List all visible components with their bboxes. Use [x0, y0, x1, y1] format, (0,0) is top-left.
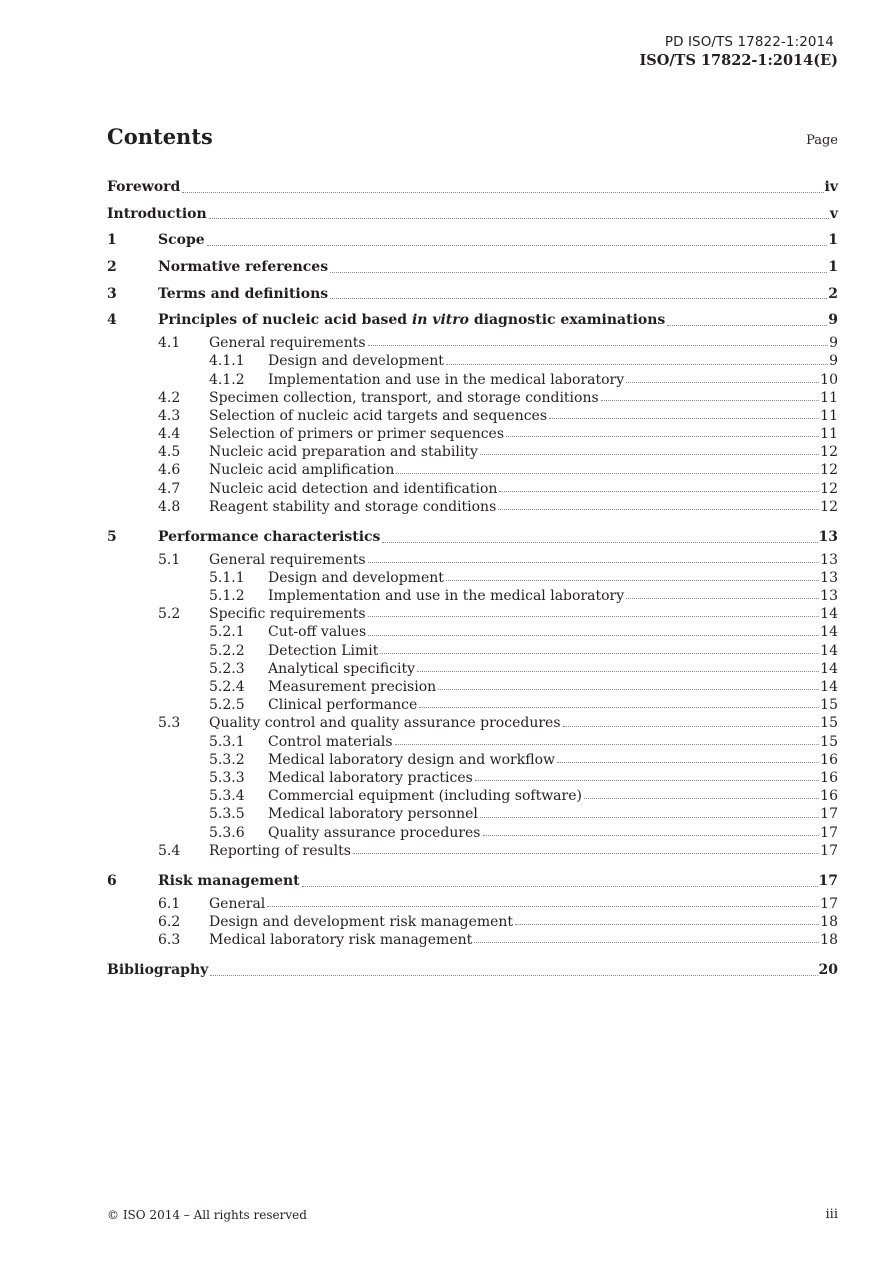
toc-entry[interactable]: [107, 461, 838, 479]
toc-entry-leader-line: [268, 660, 838, 678]
dot-leader: [330, 281, 827, 300]
toc-entry-page: 15: [820, 697, 838, 714]
toc-entry-leader-line: [107, 174, 838, 201]
toc-entry-number: 5.2.2: [209, 642, 245, 659]
toc-entry-leader-line: [209, 605, 838, 623]
toc-entry-number: 4.7: [158, 480, 181, 497]
toc-entry-page: 16: [820, 788, 838, 805]
toc-entry-leader-line: [268, 678, 838, 696]
toc-entry-number: 1: [107, 232, 117, 249]
toc-entry-title: [158, 254, 329, 281]
toc-entry-page: 15: [820, 715, 838, 732]
dot-leader: [380, 642, 819, 654]
toc-entry-title: [268, 733, 394, 751]
dot-leader: [498, 498, 819, 510]
dot-leader: [330, 254, 827, 273]
toc-entry-page: 14: [820, 679, 838, 695]
toc-entry[interactable]: [107, 389, 838, 407]
toc-entry-title-text: Foreword: [107, 179, 181, 195]
toc-entry[interactable]: [107, 769, 838, 787]
toc-entry[interactable]: [107, 696, 838, 714]
toc-entry[interactable]: [107, 498, 838, 516]
toc-entry-title: [268, 805, 479, 823]
toc-entry-title-text: General requirements: [209, 551, 366, 568]
toc-entry-leader-line: [268, 787, 838, 805]
toc-entry[interactable]: [107, 551, 838, 569]
toc-entry-number: 5.1.2: [209, 588, 245, 605]
toc-entry-title: [209, 334, 367, 352]
toc-entry-number: 5.2.3: [209, 660, 245, 677]
toc-entry-leader-line: [268, 805, 838, 823]
toc-entry-page: 14: [820, 660, 838, 677]
toc-entry-page: 17: [820, 806, 838, 823]
toc-entry[interactable]: [107, 913, 838, 931]
toc-entry-number: 5.1.1: [209, 569, 245, 586]
toc-entry-title: [107, 174, 181, 201]
dot-leader: [209, 201, 829, 220]
toc-entry[interactable]: [107, 751, 838, 769]
toc-entry-leader-line: [209, 913, 838, 931]
header-standard-id: ISO/TS 17822-1:2014(E): [639, 52, 838, 69]
dot-leader: [499, 480, 819, 492]
dot-leader: [506, 425, 819, 437]
toc-entry-title: [209, 931, 473, 949]
dot-leader: [584, 787, 819, 799]
toc-entry-leader-line: [158, 254, 838, 281]
dot-leader: [474, 931, 819, 943]
toc-entry-leader-line: [268, 751, 838, 769]
toc-entry-page: 1: [828, 232, 838, 249]
toc-entry-title: [209, 605, 367, 623]
toc-entry-title: [209, 407, 548, 425]
page-number: iii: [825, 1207, 838, 1222]
toc-entry-leader-line: [158, 307, 838, 334]
dot-leader: [446, 569, 819, 581]
dot-leader: [438, 678, 819, 690]
toc-entry-title: [268, 623, 367, 641]
toc-entry-number: 3: [107, 285, 117, 302]
dot-leader: [368, 334, 829, 346]
toc-entry-leader-line: [209, 443, 838, 461]
dot-leader: [302, 868, 818, 887]
toc-entry-leader-line: [209, 334, 838, 352]
toc-entry[interactable]: [107, 443, 838, 461]
toc-entry-page: 15: [820, 733, 838, 750]
toc-entry-title: [268, 569, 445, 587]
dot-leader: [483, 824, 820, 836]
dot-leader: [480, 805, 819, 817]
toc-entry[interactable]: [107, 307, 838, 334]
toc-entry-page: 9: [829, 335, 838, 352]
toc-entry-number: 4: [107, 312, 117, 329]
toc-entry-number: 4.1.1: [209, 353, 245, 370]
toc-entry-number: 4.8: [158, 498, 181, 515]
toc-entry-title: [209, 498, 497, 516]
toc-entry-page: 17: [820, 824, 838, 841]
toc-entry-number: 5.2.4: [209, 679, 245, 695]
toc-entry-page: 18: [820, 931, 838, 948]
dot-leader: [515, 913, 819, 925]
toc-entry-leader-line: [268, 642, 838, 660]
toc-entry-title-text: Nucleic acid detection and identification: [209, 480, 498, 497]
toc-entry-number: 5.3.4: [209, 788, 245, 805]
toc-entry-title-text: Normative references: [158, 259, 329, 276]
toc-entry-page: 10: [820, 371, 838, 388]
toc-entry-leader-line: [209, 389, 838, 407]
toc-entry-title-text: Terms and definitions: [158, 285, 329, 302]
toc-entry[interactable]: [107, 587, 838, 605]
toc-entry-title-text: Detection Limit: [268, 642, 379, 659]
toc-entry-leader-line: [209, 551, 838, 569]
toc-entry[interactable]: [107, 352, 838, 370]
toc-entry[interactable]: [107, 660, 838, 678]
page-column-label: Page: [806, 133, 838, 148]
toc-entry[interactable]: [107, 642, 838, 660]
dot-leader: [549, 407, 819, 419]
toc-entry-title-text: Nucleic acid amplification: [209, 462, 395, 479]
dot-leader: [353, 842, 819, 854]
toc-entry-number: 5.3.6: [209, 824, 245, 841]
toc-entry-page: 2: [828, 285, 838, 302]
toc-entry-title: [268, 660, 416, 678]
toc-entry-page: 11: [820, 426, 838, 443]
toc-entry-leader-line: [209, 425, 838, 443]
dot-leader: [626, 587, 819, 599]
toc-entry-title-text: Performance characteristics: [158, 529, 381, 545]
toc-entry[interactable]: [107, 931, 838, 949]
toc-entry[interactable]: [107, 334, 838, 352]
toc-entry-title-text: General: [209, 895, 266, 912]
toc-entry-leader-line: [209, 498, 838, 516]
toc-entry-title: [268, 352, 445, 370]
toc-entry-page: 20: [818, 962, 838, 979]
toc-entry-leader-line: [158, 524, 838, 551]
toc-entry-number: 5.3: [158, 715, 181, 732]
toc-entry[interactable]: [107, 605, 838, 623]
toc-entry-page: 13: [820, 551, 838, 568]
toc-entry-title: [209, 425, 505, 443]
toc-entry-title-text: diagnostic examinations: [468, 312, 666, 329]
toc-entry-page: 12: [820, 444, 838, 461]
toc-entry[interactable]: [107, 425, 838, 443]
toc-entry-title: [268, 824, 482, 842]
toc-entry-page: 14: [820, 642, 838, 659]
dot-leader: [563, 714, 820, 726]
toc-entry-number: 4.3: [158, 407, 181, 424]
toc-entry-number: 5.2.1: [209, 624, 245, 641]
toc-entry-title: [268, 696, 418, 714]
toc-entry-leader-line: [268, 733, 838, 751]
toc-entry-leader-line: [268, 352, 838, 370]
toc-entry-number: 5.3.2: [209, 751, 245, 768]
toc-entry-page: 12: [820, 498, 838, 515]
toc-entry-leader-line: [158, 227, 838, 254]
toc-entry-number: 4.6: [158, 462, 181, 479]
toc-entry-title-text: Analytical specificity: [268, 660, 416, 677]
toc-entry[interactable]: [107, 227, 838, 254]
toc-entry-leader-line: [107, 201, 838, 228]
toc-entry-title-text: Design and development: [268, 353, 444, 370]
toc-entry-title: [268, 642, 379, 660]
dot-leader: [267, 895, 819, 907]
toc-entry[interactable]: [107, 569, 838, 587]
page-title: Contents: [107, 124, 213, 149]
dot-leader: [626, 371, 819, 383]
toc-entry-page: 18: [820, 913, 838, 930]
table-of-contents: [107, 174, 838, 984]
toc-entry-title: [209, 480, 498, 498]
dot-leader: [210, 957, 817, 976]
toc-entry-leader-line: [209, 842, 838, 860]
toc-entry-title: [268, 751, 556, 769]
toc-entry-page: 9: [828, 312, 838, 329]
toc-entry-title: [268, 371, 625, 389]
dot-leader: [417, 660, 819, 672]
toc-entry-leader-line: [268, 569, 838, 587]
toc-entry-title: [209, 895, 266, 913]
toc-entry-title: [158, 281, 329, 308]
toc-entry-page: 13: [820, 569, 838, 586]
toc-entry[interactable]: [107, 623, 838, 641]
toc-entry-leader-line: [268, 769, 838, 787]
toc-entry-title-text: Reporting of results: [209, 842, 351, 859]
toc-entry-title: [209, 714, 562, 732]
toc-entry-title-text: Design and development risk management: [209, 913, 514, 930]
toc-entry-leader-line: [268, 587, 838, 605]
dot-leader: [396, 461, 819, 473]
toc-entry-title-text: Control materials: [268, 733, 393, 750]
toc-entry-number: 4.2: [158, 389, 181, 406]
toc-entry[interactable]: [107, 733, 838, 751]
toc-entry-title-text: Nucleic acid preparation and stability: [209, 444, 478, 461]
toc-entry-page: 12: [820, 480, 838, 497]
toc-entry-page: 16: [820, 751, 838, 768]
toc-entry-title-text: Medical laboratory design and workflow: [268, 751, 555, 768]
toc-entry-page: v: [829, 205, 838, 222]
toc-entry-title-text: Bibliography: [107, 962, 209, 979]
toc-entry[interactable]: [107, 281, 838, 308]
toc-entry[interactable]: [107, 842, 838, 860]
dot-leader: [667, 307, 827, 326]
toc-entry-page: 11: [820, 389, 838, 406]
toc-entry-title-text: Selection of primers or primer sequences: [209, 426, 505, 443]
toc-entry-page: 13: [818, 529, 838, 545]
toc-entry-title: [107, 957, 209, 984]
toc-entry-number: 5.1: [158, 551, 181, 568]
toc-entry-leader-line: [268, 371, 838, 389]
toc-entry-title: [268, 787, 583, 805]
toc-entry-page: iv: [824, 179, 838, 195]
dot-leader: [395, 733, 820, 745]
dot-leader: [207, 227, 828, 246]
toc-entry-leader-line: [268, 824, 838, 842]
toc-entry-number: 4.1.2: [209, 371, 245, 388]
toc-entry-title-text: Reagent stability and storage conditions: [209, 498, 497, 515]
toc-entry-page: 9: [829, 353, 838, 370]
dot-leader: [368, 551, 820, 563]
toc-entry-page: 17: [820, 842, 838, 859]
toc-entry-title-text: Commercial equipment (including software): [268, 788, 582, 805]
toc-entry-number: 5.4: [158, 842, 181, 859]
toc-entry-title-emphasis: in vitro: [411, 312, 469, 329]
dot-leader: [368, 605, 820, 617]
toc-entry-leader-line: [268, 623, 838, 641]
toc-entry[interactable]: [107, 678, 838, 696]
toc-entry-title: [158, 868, 301, 895]
toc-entry-number: 5: [107, 529, 117, 545]
toc-entry-title-text: Measurement precision: [268, 679, 437, 695]
toc-entry-title: [209, 842, 352, 860]
toc-entry[interactable]: [107, 714, 838, 732]
toc-entry-title-text: Principles of nucleic acid based: [158, 312, 412, 329]
toc-entry-page: 16: [820, 769, 838, 786]
toc-entry-title: [209, 389, 600, 407]
toc-entry[interactable]: [107, 805, 838, 823]
toc-entry-title: [209, 461, 395, 479]
toc-entry-page: 13: [820, 588, 838, 605]
toc-entry[interactable]: [107, 407, 838, 425]
toc-entry-title-text: Quality control and quality assurance procedures: [209, 715, 561, 732]
toc-entry-page: 14: [820, 606, 838, 623]
toc-entry-title: [268, 769, 474, 787]
toc-entry-title-text: Medical laboratory risk management: [209, 931, 473, 948]
toc-entry-number: 4.5: [158, 444, 181, 461]
toc-entry-page: 17: [820, 895, 838, 912]
toc-entry[interactable]: [107, 201, 838, 228]
toc-entry-title: [158, 307, 666, 334]
toc-entry-leader-line: [209, 714, 838, 732]
toc-entry-title-text: Scope: [158, 232, 205, 249]
toc-entry-title-text: Introduction: [107, 205, 207, 222]
toc-entry-leader-line: [158, 868, 838, 895]
dot-leader: [419, 696, 819, 708]
toc-entry-title: [107, 201, 208, 228]
toc-entry-page: 1: [828, 259, 838, 276]
toc-entry-number: 2: [107, 259, 117, 276]
toc-entry-title: [268, 587, 625, 605]
toc-entry-title-text: Cut-off values: [268, 624, 367, 641]
dot-leader: [382, 524, 817, 543]
toc-entry[interactable]: [107, 868, 838, 895]
toc-entry-title-text: Implementation and use in the medical laboratory: [268, 588, 625, 605]
toc-entry-number: 4.4: [158, 426, 181, 443]
toc-entry-page: 12: [820, 462, 838, 479]
toc-entry-number: 5.3.3: [209, 769, 245, 786]
toc-entry[interactable]: [107, 371, 838, 389]
toc-entry-title-text: General requirements: [209, 335, 366, 352]
toc-entry-leader-line: [268, 696, 838, 714]
toc-entry-title-text: Specific requirements: [209, 606, 366, 623]
toc-entry-leader-line: [107, 957, 838, 984]
dot-leader: [557, 751, 819, 763]
toc-entry-title-text: Design and development: [268, 569, 444, 586]
toc-entry-leader-line: [209, 931, 838, 949]
toc-entry-title: [268, 678, 437, 696]
toc-entry-page: 11: [820, 407, 838, 424]
toc-entry-number: 6.1: [158, 895, 181, 912]
dot-leader: [475, 769, 819, 781]
toc-entry[interactable]: [107, 895, 838, 913]
toc-entry-title-text: Risk management: [158, 872, 300, 889]
dot-leader: [368, 623, 819, 635]
toc-entry-title-text: Selection of nucleic acid targets and sequences: [209, 407, 548, 424]
toc-entry-page: 14: [820, 624, 838, 641]
dot-leader: [601, 389, 820, 401]
toc-entry[interactable]: [107, 787, 838, 805]
toc-entry-title-text: Implementation and use in the medical laboratory: [268, 371, 625, 388]
toc-entry-leader-line: [209, 407, 838, 425]
toc-entry-title: [209, 551, 367, 569]
toc-entry[interactable]: [107, 254, 838, 281]
toc-entry-title: [209, 913, 514, 931]
toc-entry-title: [209, 443, 479, 461]
toc-entry-leader-line: [209, 461, 838, 479]
toc-entry-number: 5.2.5: [209, 697, 245, 714]
toc-entry-title-text: Clinical performance: [268, 697, 418, 714]
dot-leader: [182, 174, 823, 193]
toc-entry-leader-line: [209, 480, 838, 498]
dot-leader: [480, 443, 819, 455]
toc-entry[interactable]: [107, 480, 838, 498]
toc-entry-number: 6: [107, 872, 117, 889]
toc-entry[interactable]: [107, 524, 838, 551]
toc-entry-leader-line: [209, 895, 838, 913]
toc-entry-number: 4.1: [158, 335, 181, 352]
toc-entry-title-text: Specimen collection, transport, and storage conditions: [209, 389, 599, 406]
toc-entry-title: [158, 227, 206, 254]
toc-entry-number: 6.3: [158, 931, 181, 948]
header-document-id: PD ISO/TS 17822-1:2014: [664, 34, 834, 50]
toc-entry-leader-line: [158, 281, 838, 308]
toc-entry-title-text: Medical laboratory personnel: [268, 806, 478, 823]
toc-entry-title-text: Quality assurance procedures: [268, 824, 481, 841]
dot-leader: [446, 352, 828, 364]
toc-entry-number: 5.3.1: [209, 733, 245, 750]
toc-entry-title-text: Medical laboratory practices: [268, 769, 473, 786]
toc-entry-number: 5.2: [158, 606, 181, 623]
toc-entry[interactable]: [107, 824, 838, 842]
copyright-notice: © ISO 2014 – All rights reserved: [107, 1208, 307, 1222]
toc-entry-number: 5.3.5: [209, 806, 245, 823]
toc-entry-page: 17: [818, 872, 838, 889]
toc-entry[interactable]: [107, 957, 838, 984]
toc-entry-number: 6.2: [158, 913, 181, 930]
toc-entry[interactable]: [107, 174, 838, 201]
toc-entry-title: [158, 524, 381, 551]
